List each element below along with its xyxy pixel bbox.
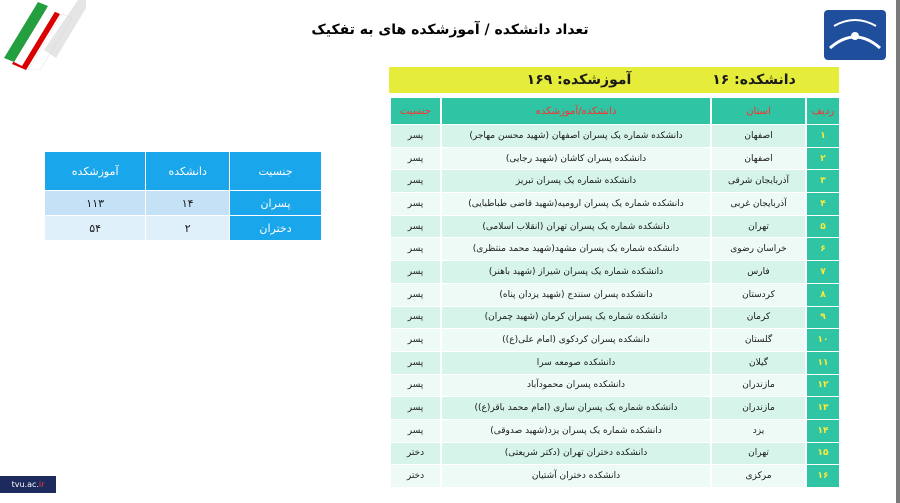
table-row: [389, 193, 839, 215]
summary-col-institute: آموزشکده: [45, 152, 146, 191]
row-number: ۶: [805, 238, 839, 260]
row-province: تهران: [710, 443, 805, 465]
row-faculty-name: دانشکده شماره یک پسران یزد(شهید صدوقی): [440, 420, 710, 442]
summary-institute: ۵۴: [45, 216, 146, 241]
row-province: آذربایجان غربی: [710, 193, 805, 215]
row-faculty-name: دانشکده پسران محمودآباد: [440, 375, 710, 397]
row-province: مازندران: [710, 397, 805, 419]
table-header-row: [389, 98, 839, 124]
row-province: یزد: [710, 420, 805, 442]
row-gender: پسر: [389, 375, 440, 397]
row-number: ۱۱: [805, 352, 839, 374]
row-faculty-name: دانشکده شماره یک پسران مشهد(شهید محمد منتظری): [440, 238, 710, 260]
row-gender: پسر: [389, 261, 440, 283]
row-gender: پسر: [389, 307, 440, 329]
row-faculty-name: دانشکده شماره یک پسران ساری (امام محمد باقر(ع)): [440, 397, 710, 419]
row-gender: پسر: [389, 193, 440, 215]
row-gender: پسر: [389, 352, 440, 374]
row-province: فارس: [710, 261, 805, 283]
table-row: [389, 397, 839, 419]
table-row: [389, 170, 839, 192]
summary-col-university: دانشکده: [146, 152, 230, 191]
row-gender: پسر: [389, 216, 440, 238]
row-faculty-name: دانشکده پسران کاشان (شهید رجایی): [440, 148, 710, 170]
row-number: ۱۵: [805, 443, 839, 465]
table-row: [389, 216, 839, 238]
totals-header: [389, 67, 839, 93]
table-row: [389, 465, 839, 487]
row-gender: پسر: [389, 329, 440, 351]
row-province: مازندران: [710, 375, 805, 397]
row-number: ۷: [805, 261, 839, 283]
col-gender: جنسیت: [389, 98, 440, 124]
summary-row: [45, 216, 322, 241]
row-province: کردستان: [710, 284, 805, 306]
row-number: ۹: [805, 307, 839, 329]
table-row: [389, 284, 839, 306]
faculties-table: [389, 97, 839, 488]
row-faculty-name: دانشکده شماره یک پسران کرمان (شهید چمران): [440, 307, 710, 329]
row-number: ۱۰: [805, 329, 839, 351]
row-number: ۳: [805, 170, 839, 192]
table-row: [389, 238, 839, 260]
row-province: گیلان: [710, 352, 805, 374]
row-province: اصفهان: [710, 125, 805, 147]
summary-institute: ۱۱۳: [45, 191, 146, 216]
row-faculty-name: دانشکده شماره یک پسران تبریز: [440, 170, 710, 192]
row-faculty-name: دانشکده پسران سنندج (شهید یزدان پناه): [440, 284, 710, 306]
table-row: [389, 125, 839, 147]
row-faculty-name: دانشکده دختران تهران (دکتر شریعتی): [440, 443, 710, 465]
row-province: اصفهان: [710, 148, 805, 170]
summary-table: [44, 151, 322, 241]
row-gender: پسر: [389, 397, 440, 419]
table-row: [389, 307, 839, 329]
summary-row: [45, 191, 322, 216]
row-number: ۱۲: [805, 375, 839, 397]
summary-label: دختران: [230, 216, 322, 241]
row-faculty-name: دانشکده پسران کردکوی (امام علی(ع)): [440, 329, 710, 351]
row-province: تهران: [710, 216, 805, 238]
row-gender: دختر: [389, 465, 440, 487]
university-count: دانشکده: ۱۶: [712, 72, 796, 88]
tvu-logo-icon: [822, 6, 888, 64]
row-faculty-name: دانشکده شماره یک پسران شیراز (شهید باهنر): [440, 261, 710, 283]
col-row-number: ردیف: [805, 98, 839, 124]
row-faculty-name: دانشکده شماره یک پسران تهران (انقلاب اسلامی): [440, 216, 710, 238]
table-row: [389, 420, 839, 442]
summary-header-row: [45, 152, 322, 191]
col-province: استان: [710, 98, 805, 124]
page-title: تعداد دانشکده / آموزشکده های به تفکیک: [311, 22, 589, 38]
col-faculty: دانشکده/آموزشکده: [440, 98, 710, 124]
row-number: ۱۴: [805, 420, 839, 442]
footer-domain: tvu.ac.: [11, 480, 39, 489]
row-gender: پسر: [389, 148, 440, 170]
summary-col-gender: جنسیت: [230, 152, 322, 191]
row-gender: پسر: [389, 170, 440, 192]
row-number: ۱۶: [805, 465, 839, 487]
row-province: خراسان رضوی: [710, 238, 805, 260]
summary-university: ۱۴: [146, 191, 230, 216]
site-footer[interactable]: [0, 476, 56, 493]
row-province: کرمان: [710, 307, 805, 329]
row-faculty-name: دانشکده شماره یک پسران اصفهان (شهید محسن مهاجر): [440, 125, 710, 147]
summary-university: ۲: [146, 216, 230, 241]
table-row: [389, 352, 839, 374]
table-row: [389, 375, 839, 397]
table-row: [389, 261, 839, 283]
row-number: ۱: [805, 125, 839, 147]
row-faculty-name: دانشکده دختران آشتیان: [440, 465, 710, 487]
row-number: ۱۳: [805, 397, 839, 419]
table-row: [389, 329, 839, 351]
institute-count: آموزشکده: ۱۶۹: [526, 72, 632, 88]
row-gender: پسر: [389, 125, 440, 147]
iran-flag-icon: [2, 0, 86, 70]
row-number: ۴: [805, 193, 839, 215]
row-faculty-name: دانشکده شماره یک پسران ارومیه(شهید قاضی طباطبایی): [440, 193, 710, 215]
row-province: آذربایجان شرقی: [710, 170, 805, 192]
row-province: مرکزی: [710, 465, 805, 487]
footer-tld: ir: [38, 480, 45, 489]
row-number: ۲: [805, 148, 839, 170]
table-row: [389, 443, 839, 465]
row-faculty-name: دانشکده صومعه سرا: [440, 352, 710, 374]
row-number: ۸: [805, 284, 839, 306]
row-gender: پسر: [389, 238, 440, 260]
row-gender: پسر: [389, 420, 440, 442]
row-gender: پسر: [389, 284, 440, 306]
table-row: [389, 148, 839, 170]
row-province: گلستان: [710, 329, 805, 351]
row-number: ۵: [805, 216, 839, 238]
row-gender: دختر: [389, 443, 440, 465]
summary-label: پسران: [230, 191, 322, 216]
